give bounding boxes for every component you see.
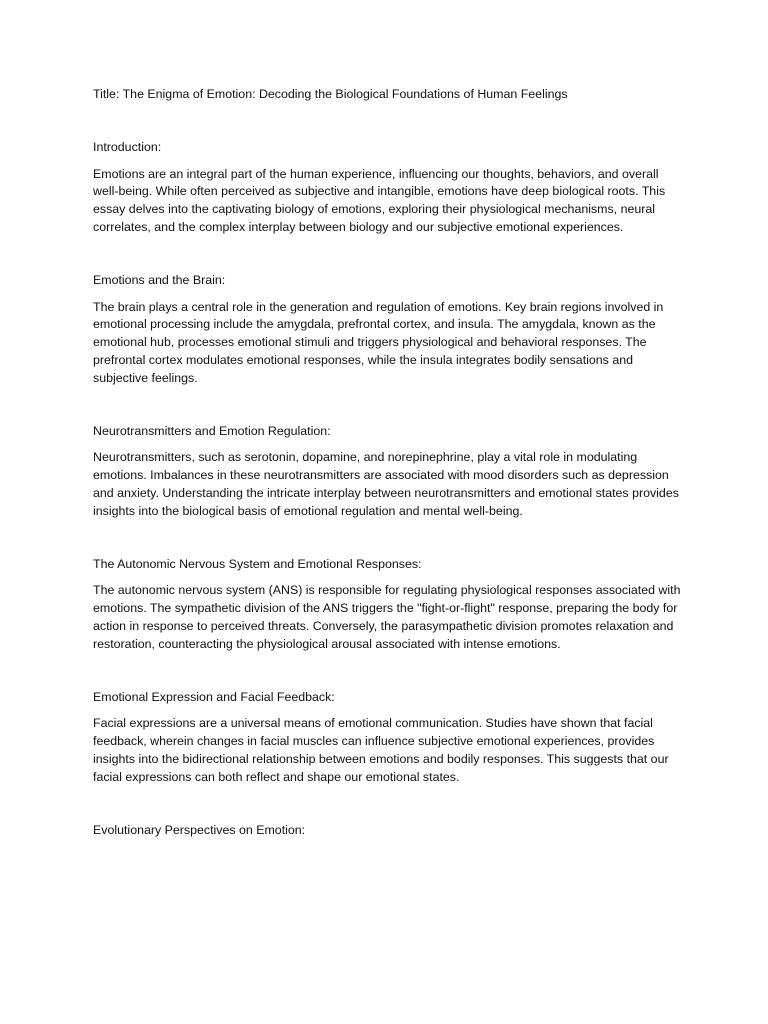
section-emotions-and-brain bbox=[93, 272, 683, 388]
section-heading: The Autonomic Nervous System and Emotional Responses: bbox=[93, 556, 422, 571]
section-evolutionary-perspectives bbox=[93, 822, 683, 840]
section-paragraph: The brain plays a central role in the generation and regulation of emotions. Key brain regions involved in emotional processing include the amygdala, prefrontal cortex, and insula. The amygdala, known as the emotional hub, processes emotional stimuli and triggers physiological and behavioral responses. The prefrontal cortex modulates emotional responses, while the insula integrates bodily sensations and subjective feelings. bbox=[93, 299, 664, 385]
section-heading: Emotional Expression and Facial Feedback: bbox=[93, 689, 335, 704]
section-heading: Evolutionary Perspectives on Emotion: bbox=[93, 822, 306, 837]
section-paragraph: Neurotransmitters, such as serotonin, dopamine, and norepinephrine, play a vital role in modulating emotions. Imbalances in these neurotransmitters are associated with mood disorders such as depression and anxiety. Understanding the intricate interplay between neurotransmitters and emotional states provides insights into the biological basis of emotional regulation and mental well-being. bbox=[93, 450, 679, 518]
section-paragraph: Facial expressions are a universal means of emotional communication. Studies have shown that facial feedback, wherein changes in facial muscles can influence subjective emotional experiences, provides insights into the bidirectional relationship between emotions and bodily responses. This suggests that our facial expressions can both reflect and shape our emotional states. bbox=[93, 716, 669, 784]
section-neurotransmitters bbox=[93, 423, 683, 521]
section-paragraph: The autonomic nervous system (ANS) is responsible for regulating physiological responses associated with emotions. The sympathetic division of the ANS triggers the "fight-or-flight" response, preparing the body for action in response to perceived threats. Conversely, the parasympathetic division promotes relaxation and restoration, counteracting the physiological arousal associated with intense emotions. bbox=[93, 583, 681, 651]
section-paragraph: Emotions are an integral part of the human experience, influencing our thoughts, behaviors, and overall well-being. While often perceived as subjective and intangible, emotions have deep biological roots. This essay delves into the captivating biology of emotions, exploring their physiological mechanisms, neural correlates, and the complex interplay between biology and our subjective emotional experiences. bbox=[93, 166, 666, 234]
document-title: Title: The Enigma of Emotion: Decoding the Biological Foundations of Human Feelings bbox=[93, 87, 568, 101]
section-heading: Neurotransmitters and Emotion Regulation: bbox=[93, 423, 331, 438]
section-introduction bbox=[93, 139, 683, 237]
section-heading: Introduction: bbox=[93, 139, 162, 154]
section-autonomic-nervous-system bbox=[93, 556, 683, 654]
section-heading: Emotions and the Brain: bbox=[93, 272, 226, 287]
document-content bbox=[93, 86, 683, 848]
section-facial-feedback bbox=[93, 689, 683, 787]
